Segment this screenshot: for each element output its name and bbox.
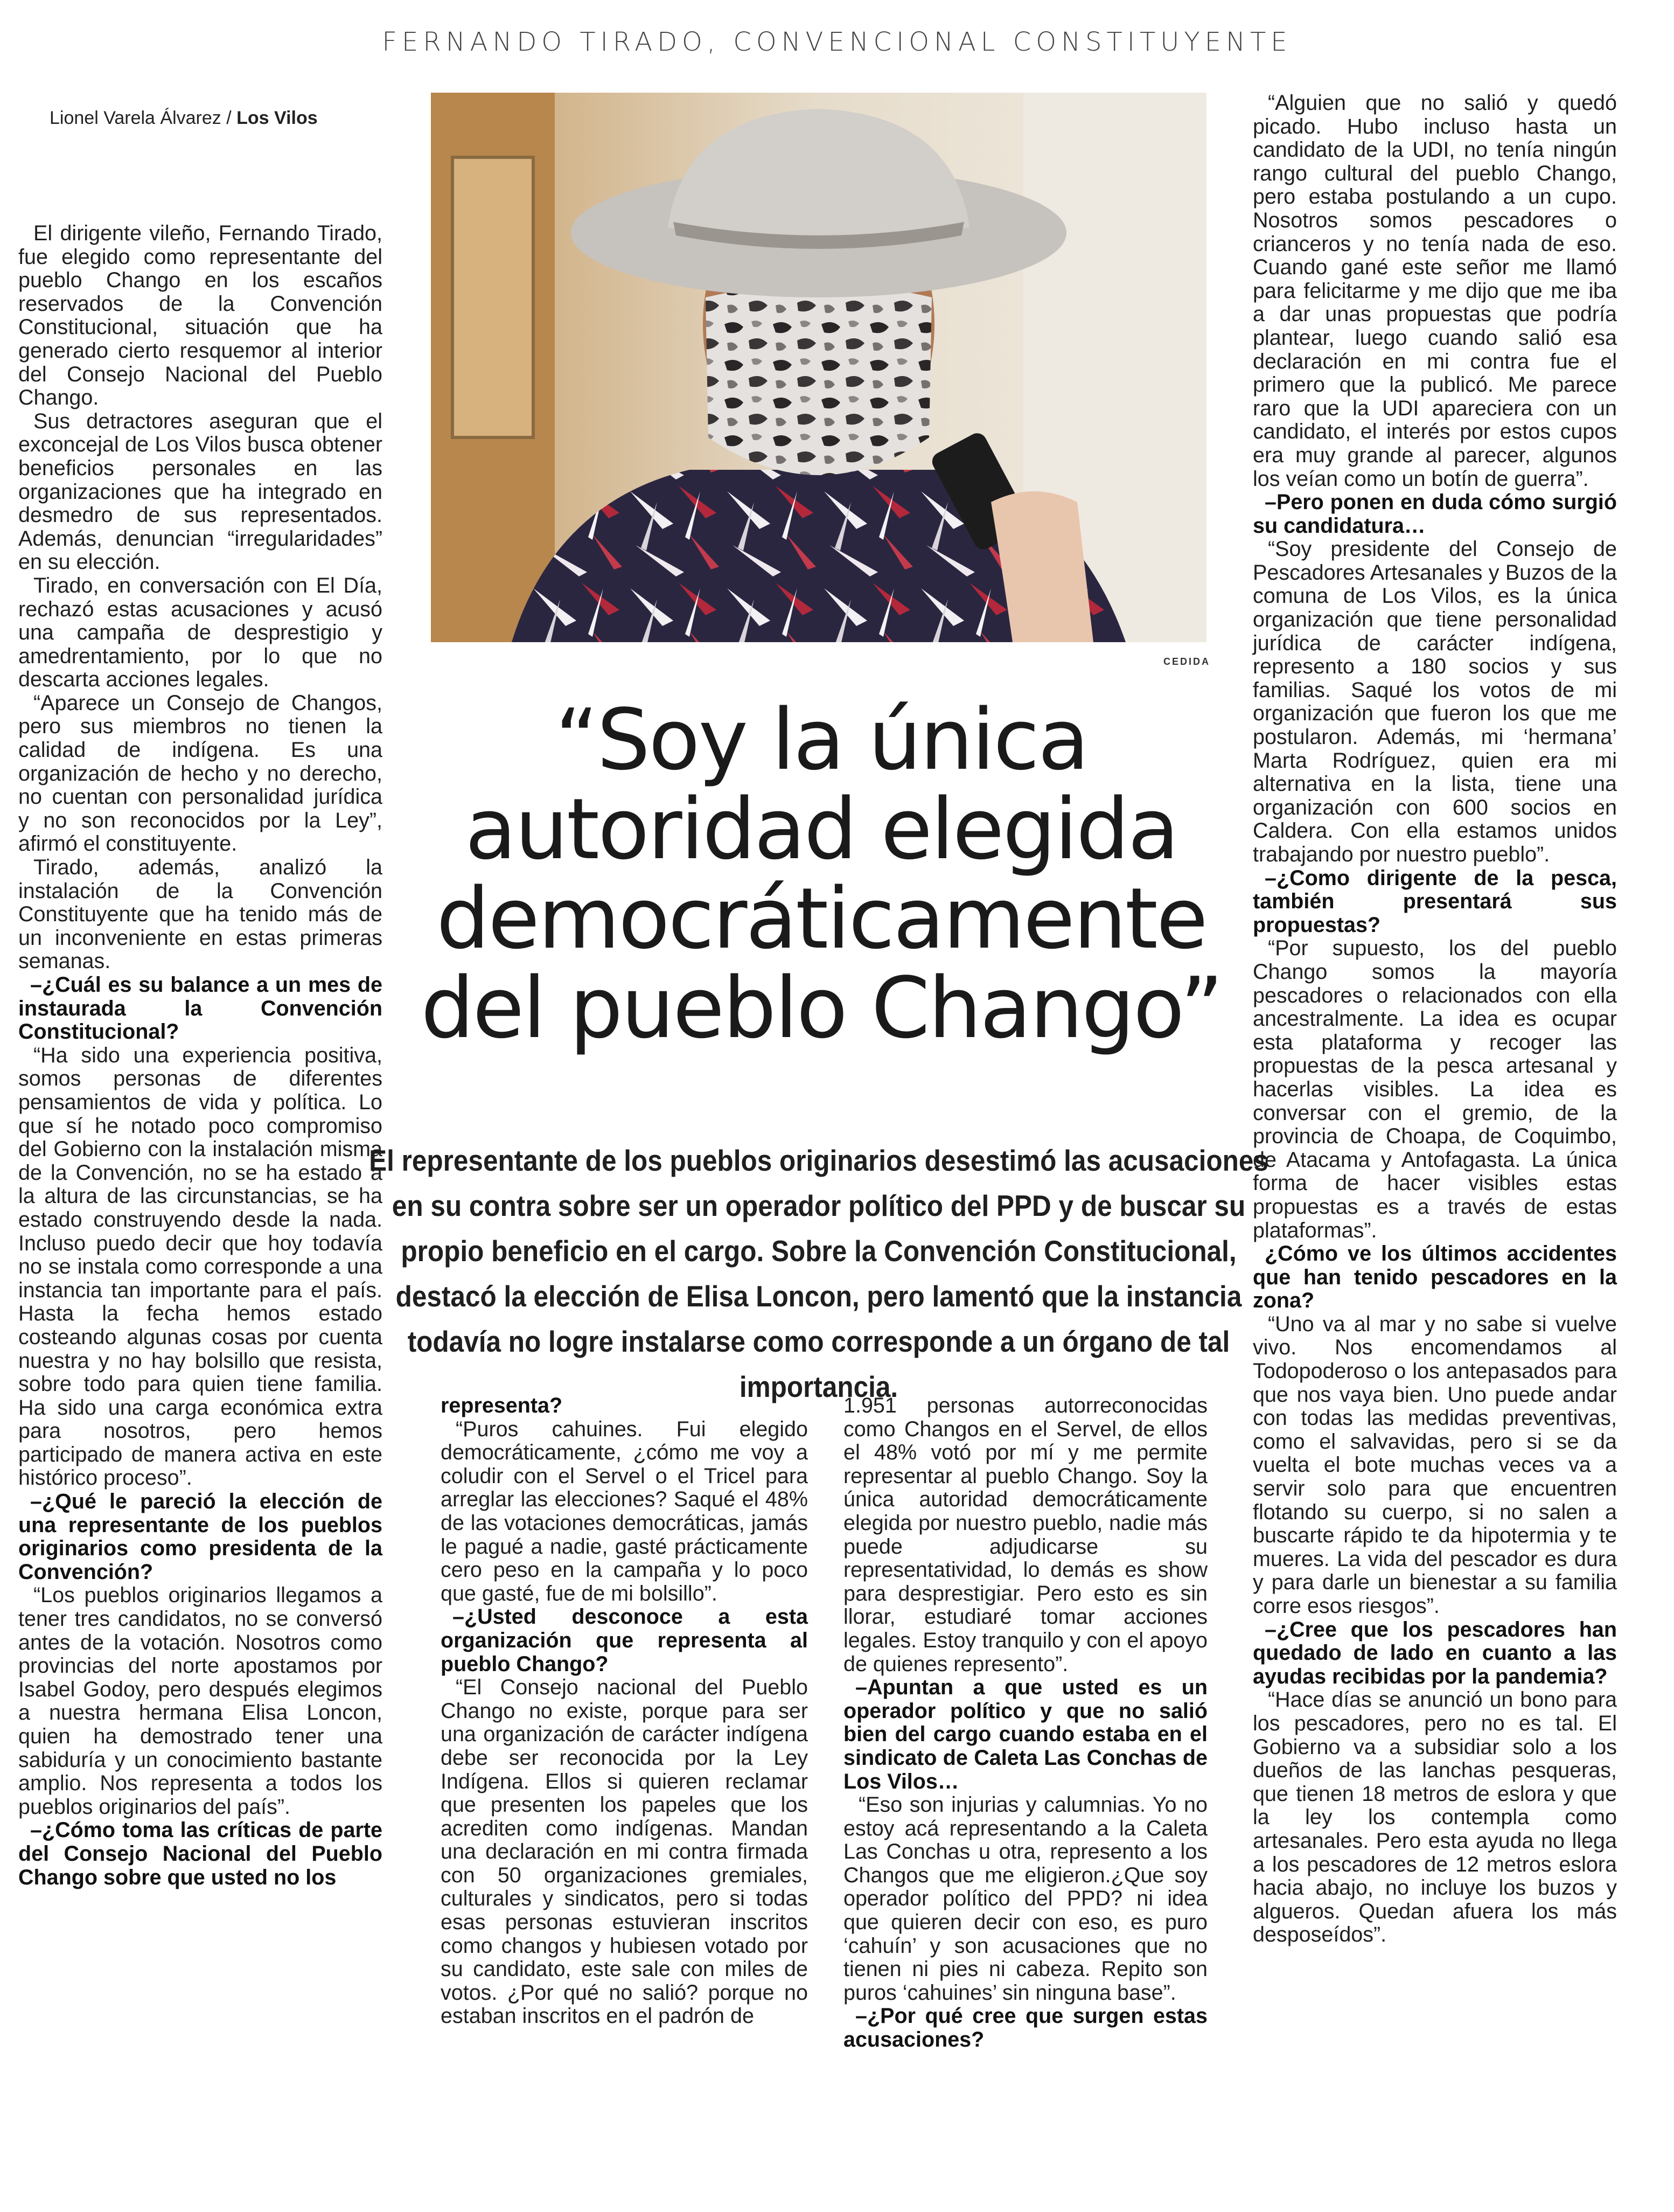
photo-illustration — [431, 93, 1206, 642]
interview-question: –¿Por qué cree que surgen estas acusaciones? — [843, 2004, 1208, 2052]
byline-place: Los Vilos — [236, 108, 318, 128]
article-column-3 — [843, 1394, 1208, 2052]
body-paragraph: “Por supuesto, los del pueblo Chango somos la mayoría pescadores o relacionados con ella ancestralmente. La idea es ocupar esta plataforma y recoger las propuestas de la pesca artesanal y hacerlas visibles. La idea es conversar con el gremio, de la provincia de Choapa, de Coquimbo, de Atacama y Antofagasta. La única forma de hacer visibles estas propuestas es a través de estas plataformas”. — [1253, 936, 1617, 1242]
article-column-4 — [1253, 92, 1617, 1947]
article-column-2 — [441, 1394, 808, 2028]
headline: “Soy la única autoridad elegida democráticamente del pueblo Chango” — [421, 691, 1222, 1057]
body-paragraph: “Ha sido una experiencia positiva, somos personas de diferentes pensamientos de vida y política. Lo que sí he notado poco compromiso del Gobierno con la instalación misma de la Convención, no se ha estado a la altura de las circunstancias, se ha estado construyendo desde la nada. Incluso puedo decir que hoy todavía no se instala como corresponde a una instancia tan importante para el país. Hasta la fecha hemos estado costeando algunas cosas por cuenta nuestra y no hay bolsillo que resista, sobre todo para quien tiene familia. Ha sido una carga económica extra para nosotros, pero hemos participado de manera activa en este histórico proceso”. — [18, 1043, 382, 1490]
interview-question: ¿Cómo ve los últimos accidentes que han tenido pescadores en la zona? — [1253, 1242, 1617, 1313]
interview-question: representa? — [441, 1394, 563, 1417]
interview-question: –¿Usted desconoce a esta organización que representa al pueblo Chango? — [441, 1605, 808, 1676]
interview-question: –¿Qué le pareció la elección de una representante de los pueblos originarios como presidenta de la Convención? — [18, 1490, 382, 1584]
body-paragraph: El dirigente vileño, Fernando Tirado, fue elegido como representante del pueblo Chango en los escaños reservados de la Convención Constitucional, situación que ha generado cierto resquemor al interior del Consejo Nacional del Pueblo Chango. — [18, 221, 382, 410]
body-paragraph: “Hace días se anunció un bono para los pescadores, pero no es tal. El Gobierno va a subsidiar solo a los dueños de las lanchas pesqueras, que tienen 18 metros de eslora y que la ley los contempla como artesanales. Pero esta ayuda no llega a los pescadores de 12 metros eslora hacia abajo, no incluye los buzos y algueros. Quedan afuera los más desposeídos”. — [1253, 1688, 1617, 1947]
body-paragraph: Sus detractores aseguran que el exconcejal de Los Vilos busca obtener beneficios personales en las organizaciones que ha integrado en desmedro de sus representados. Además, denuncian “irregularidades” en su elección. — [18, 409, 382, 574]
article-column-1 — [18, 222, 382, 1889]
body-paragraph: “Los pueblos originarios llegamos a tener tres candidatos, no se conversó antes de la votación. Nosotros como provincias del norte apostamos por Isabel Godoy, pero después elegimos a nuestra hermana Elisa Loncon, quien ha demostrado tener una sabiduría y un conocimiento bastante amplio. Nos representa a todos los pueblos originarios del país”. — [18, 1583, 382, 1819]
body-paragraph: “Uno va al mar y no sabe si vuelve vivo. Nos encomendamos al Todopoderoso o los antepasados para que nos vaya bien. Uno puede andar con todas las medidas preventivas, como el salvavidas, pero si se da vuelta el bote muchas veces va a servir solo para que encuentren flotando su cuerpo, si no salen a buscarte rápido te da hipotermia y te mueres. La vida del pescador es dura y para darle un bienestar a su familia corre esos riesgos”. — [1253, 1312, 1617, 1618]
interview-question: –¿Como dirigente de la pesca, también presentará sus propuestas? — [1253, 866, 1617, 937]
interview-question: –¿Cuál es su balance a un mes de instaurada la Convención Constitucional? — [18, 973, 382, 1044]
body-paragraph: Tirado, además, analizó la instalación de la Convención Constituyente que ha tenido más de un inconveniente en estas primeras semanas. — [18, 855, 382, 973]
lead-paragraph: El representante de los pueblos originarios desestimó las acusaciones en su contra sobre ser un operador político del PPD y de buscar su propio beneficio en el cargo. Sobre la Convención Constitucional, destacó la elección de Elisa Loncon, pero lamentó que la instancia todavía no logre instalarse como corresponde a un órgano de tal importancia. — [369, 1144, 1268, 1403]
byline — [50, 108, 318, 129]
body-paragraph: “El Consejo nacional del Pueblo Chango no existe, porque para ser una organización de carácter indígena debe ser reconocida por la Ley Indígena. Ellos si quieren reclamar que presenten los papeles que los acrediten como indígenas. Mandan una declaración en mi contra firmada con 50 organizaciones gremiales, culturales y sindicatos, pero si todas esas personas estuvieran inscritos como changos y hubiesen votado por su candidato, este sale con miles de votos. ¿Por qué no salió? porque no estaban inscritos en el padrón de — [441, 1675, 808, 2028]
interview-photo — [431, 93, 1206, 642]
body-paragraph: “Aparece un Consejo de Changos, pero sus miembros no tienen la calidad de indígena. Es una organización de hecho y no derecho, no cuentan con personalidad jurídica y no son reconocidos por la Ley”, afirmó el constituyente. — [18, 691, 382, 856]
byline-author: Lionel Varela Álvarez / — [50, 108, 232, 128]
body-paragraph: Tirado, en conversación con El Día, rechazó estas acusaciones y acusó una campaña de desprestigio y amedrentamiento, por lo que no descarta acciones legales. — [18, 573, 382, 692]
body-paragraph: “Alguien que no salió y quedó picado. Hubo incluso hasta un candidato de la UDI, no tenía ningún rango cultural del pueblo Chango, pero estaba postulando a un cupo. Nosotros somos pescadores o crianceros y no tenía nada de eso. Cuando gané este señor me llamó para felicitarme y me dijo que me iba a dar unas propuestas que podría plantear, luego cuando salió esa declaración en mi contra fue el primero que la publicó. Me parece raro que la UDI apareciera con un candidato, el interés por estos cupos era muy grande al parecer, algunos los veían como un botín de guerra”. — [1253, 91, 1617, 491]
interview-question: –Apuntan a que usted es un operador político y que no salió bien del cargo cuando estaba en el sindicato de Caleta Las Conchas de Los Vilos… — [843, 1675, 1208, 1793]
body-paragraph: “Puros cahuines. Fui elegido democráticamente, ¿cómo me voy a coludir con el Servel o el Tricel para arreglar las elecciones? Saqué el 48% de las votaciones democráticas, jamás le pagué a nadie, gasté prácticamente cero peso en la campaña y lo poco que gasté, fue de mi bolsillo”. — [441, 1417, 808, 1605]
interview-question: –¿Cree que los pescadores han quedado de lado en cuanto a las ayudas recibidas por la pandemia? — [1253, 1617, 1617, 1688]
section-kicker: FERNANDO TIRADO, CONVENCIONAL CONSTITUYENTE — [382, 27, 1292, 57]
interview-question: –Pero ponen en duda cómo surgió su candidatura… — [1253, 490, 1617, 538]
interview-question: –¿Cómo toma las críticas de parte del Consejo Nacional del Pueblo Chango sobre que usted no los — [18, 1818, 382, 1889]
body-paragraph: “Eso son injurias y calumnias. Yo no estoy acá representando a la Caleta Las Conchas u otra, represento a los Changos que me eligieron.¿Que soy operador político del PPD? ni idea que quieren decir con eso, es puro ‘cahuín’ y son acusaciones que no tienen ni pies ni cabeza. Repito son puros ‘cahuines’ sin ninguna base”. — [843, 1793, 1208, 2005]
body-paragraph: 1.951 personas autorreconocidas como Changos en el Servel, de ellos el 48% votó por mí y me permite representar al pueblo Chango. Soy la única autoridad democráticamente elegida por nuestro pueblo, nadie más puede adjudicarse su representatividad, lo demás es show para desprestigiar. Pero esto es sin llorar, estudiaré tomar acciones legales. Estoy tranquilo y con el apoyo de quienes represento”. — [843, 1394, 1208, 1676]
photo-credit: CEDIDA — [1163, 656, 1211, 667]
body-paragraph: “Soy presidente del Consejo de Pescadores Artesanales y Buzos de la comuna de Los Vilos, es la única organización que tiene personalidad jurídica de carácter indígena, represento a 180 socios y sus familias. Saqué los votos de mi organización que fueron los que me postularon. Además, mi ‘hermana’ Marta Rodríguez, quien era mi alternativa en la lista, tiene una organización con 600 socios en Caldera. Con ella estamos unidos trabajando por nuestro pueblo”. — [1253, 537, 1617, 866]
